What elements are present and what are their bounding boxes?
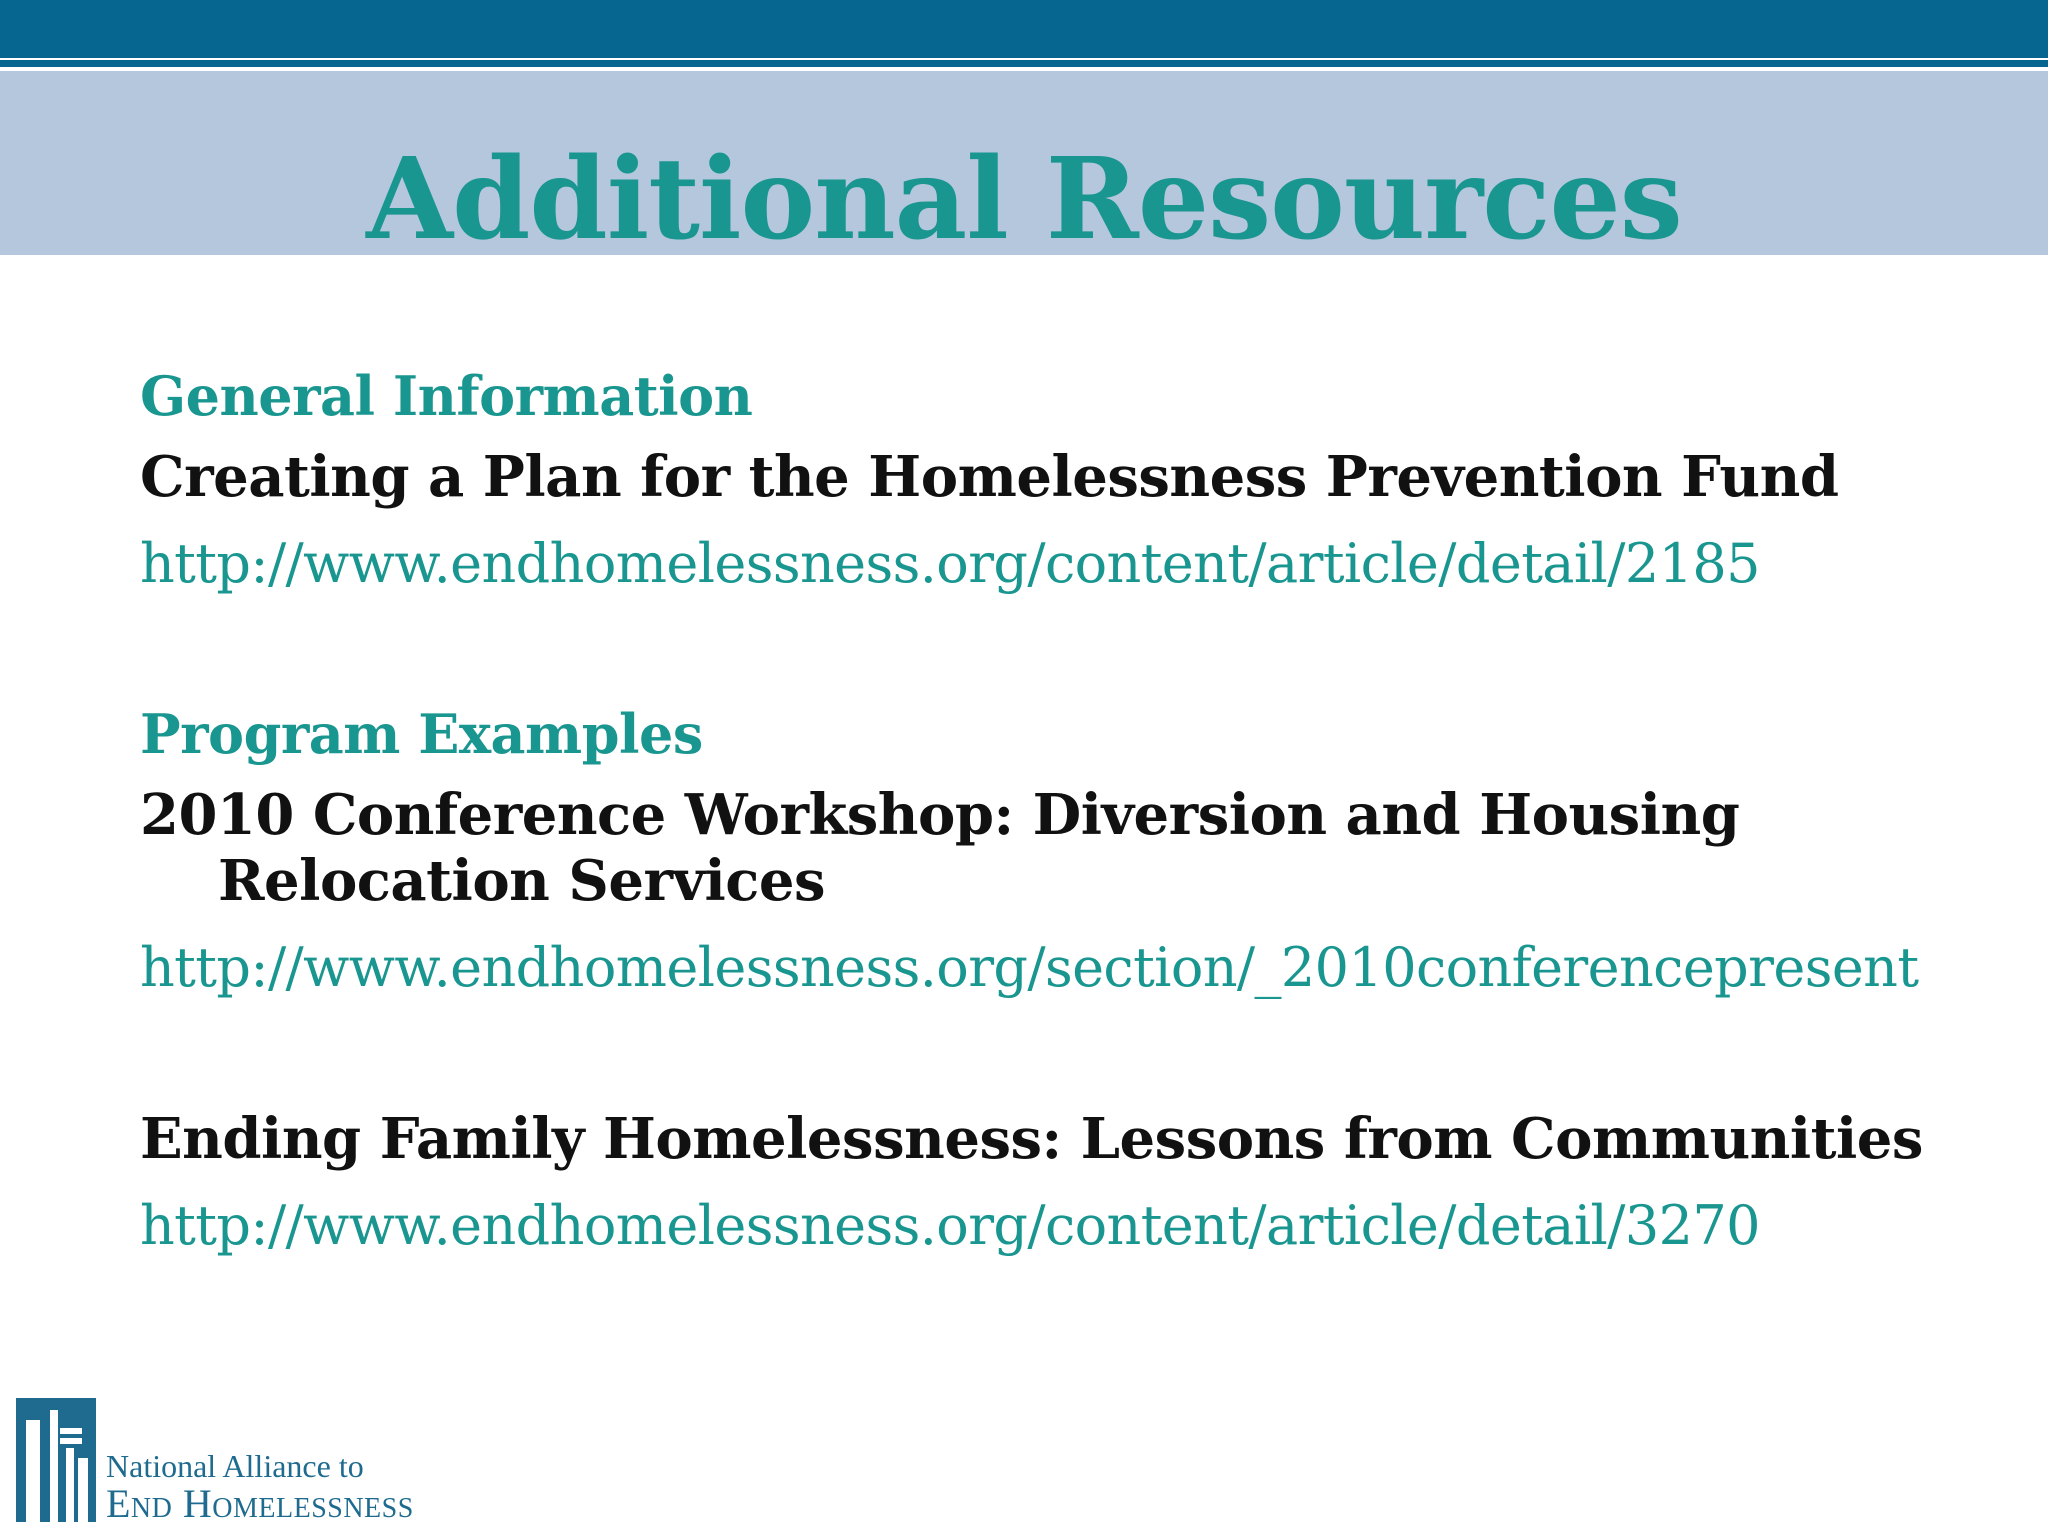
- top-banner-bar: [0, 0, 2048, 58]
- organization-logo: [16, 1398, 536, 1526]
- slide-title: Additional Resources: [366, 134, 1682, 265]
- resource-title-ending-family-homelessness: Ending Family Homelessness: Lessons from Communities: [140, 1106, 1923, 1172]
- top-banner-rule: [0, 60, 2048, 67]
- resource-title-prevention-fund-plan: Creating a Plan for the Homelessness Prevention Fund: [140, 444, 1839, 510]
- resource-link-ending-family-homelessness[interactable]: http://www.endhomelessness.org/content/article/detail/3270: [140, 1194, 1760, 1257]
- resource-title-conference-workshop: 2010 Conference Workshop: Diversion and Housing Relocation Services: [140, 782, 1740, 914]
- logo-text-line1: National Alliance to: [106, 1448, 364, 1484]
- resource-link-prevention-fund-plan[interactable]: http://www.endhomelessness.org/content/article/detail/2185: [140, 532, 1760, 595]
- resource-list: [140, 362, 2020, 1260]
- logo-text-line2: End Homelessness: [106, 1481, 414, 1526]
- resource-link-conference-workshop[interactable]: http://www.endhomelessness.org/section/_2010conferencepresent: [140, 936, 1919, 999]
- building-door-icon: [16, 1398, 96, 1522]
- section-heading-program-examples: Program Examples: [140, 702, 703, 766]
- section-heading-general-information: General Information: [140, 364, 753, 428]
